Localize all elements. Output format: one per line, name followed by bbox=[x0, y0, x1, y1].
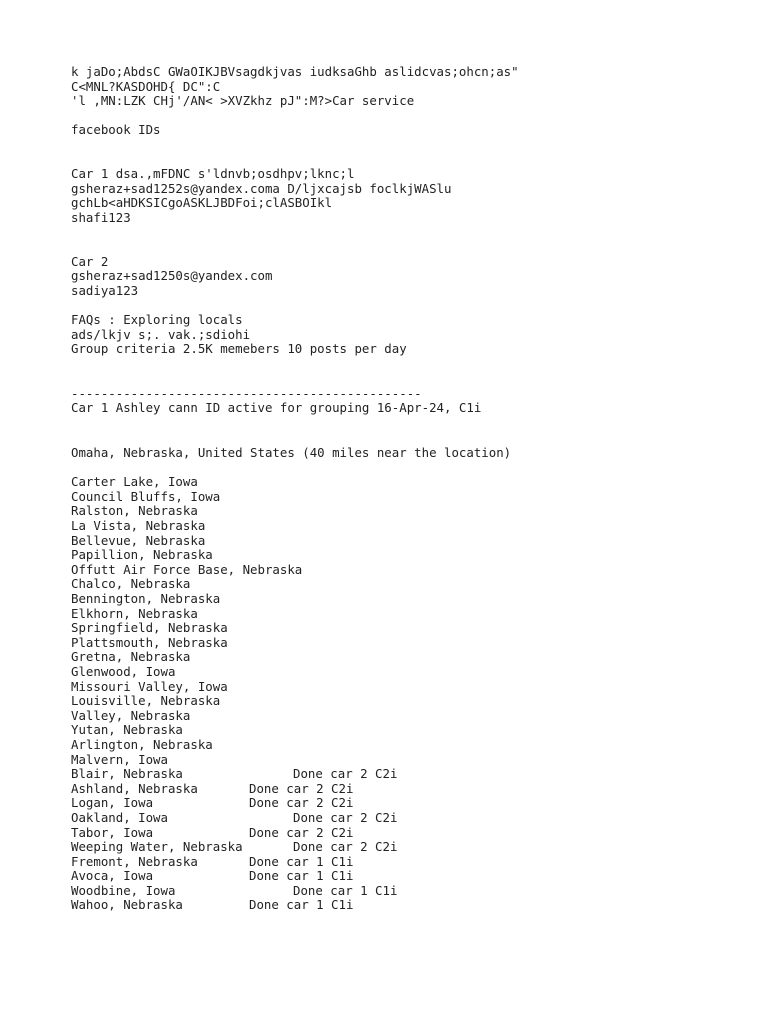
document-page bbox=[71, 65, 761, 913]
done-row bbox=[71, 811, 761, 826]
done-row-place: Oakland, Iowa bbox=[71, 809, 168, 825]
done-row-status: Done car 2 C2i bbox=[249, 824, 354, 840]
facebook-ids-heading: facebook IDs bbox=[71, 122, 161, 138]
done-row bbox=[71, 782, 761, 797]
list-item: Plattsmouth, Nebraska bbox=[71, 634, 228, 650]
faq-line: Group criteria 2.5K memebers 10 posts per day bbox=[71, 341, 407, 357]
divider: ----------------------------------------------- bbox=[71, 385, 422, 401]
header-line: C<MNL?KASDOHD{ DC":C bbox=[71, 78, 221, 94]
done-row-place: Wahoo, Nebraska bbox=[71, 897, 183, 913]
done-row-status: Done car 1 C1i bbox=[249, 868, 354, 884]
faq-line: FAQs : Exploring locals bbox=[71, 312, 243, 328]
header-line: 'l ,MN:LZK CHj'/AN< >XVZkhz pJ":M?>Car service bbox=[71, 93, 415, 109]
done-row-status: Done car 2 C2i bbox=[293, 839, 398, 855]
done-row bbox=[71, 826, 761, 841]
list-item: Louisville, Nebraska bbox=[71, 693, 221, 709]
done-row-place: Ashland, Nebraska bbox=[71, 780, 198, 796]
car2-line: Car 2 bbox=[71, 253, 109, 269]
list-item: La Vista, Nebraska bbox=[71, 518, 206, 534]
done-row-status: Done car 2 C2i bbox=[293, 766, 398, 782]
done-row-status: Done car 1 C1i bbox=[293, 882, 398, 898]
list-item: Bellevue, Nebraska bbox=[71, 532, 206, 548]
done-row-place: Tabor, Iowa bbox=[71, 824, 154, 840]
done-row bbox=[71, 840, 761, 855]
done-row-place: Fremont, Nebraska bbox=[71, 853, 198, 869]
car1-line: gchLb<aHDKSICgoASKLJBDFoi;clASBOIkl bbox=[71, 195, 333, 211]
car2-line: gsheraz+sad1250s@yandex.com bbox=[71, 268, 273, 284]
list-item: Yutan, Nebraska bbox=[71, 722, 183, 738]
done-row bbox=[71, 767, 761, 782]
list-item: Valley, Nebraska bbox=[71, 707, 191, 723]
done-row bbox=[71, 855, 761, 870]
done-row-place: Logan, Iowa bbox=[71, 795, 154, 811]
list-item: Springfield, Nebraska bbox=[71, 620, 228, 636]
faq-line: ads/lkjv s;. vak.;sdiohi bbox=[71, 326, 251, 342]
header-line: k jaDo;AbdsC GWaOIKJBVsagdkjvas iudksaGhb aslidcvas;ohcn;as" bbox=[71, 64, 519, 79]
done-row-place: Avoca, Iowa bbox=[71, 868, 154, 884]
done-row bbox=[71, 884, 761, 899]
done-row bbox=[71, 898, 761, 913]
list-item: Chalco, Nebraska bbox=[71, 576, 191, 592]
done-row-status: Done car 2 C2i bbox=[249, 780, 354, 796]
done-row-place: Blair, Nebraska bbox=[71, 766, 183, 782]
list-item: Glenwood, Iowa bbox=[71, 663, 176, 679]
car1-line: gsheraz+sad1252s@yandex.coma D/ljxcajsb foclkjWASlu bbox=[71, 180, 452, 196]
done-row-place: Weeping Water, Nebraska bbox=[71, 839, 243, 855]
done-row-status: Done car 2 C2i bbox=[293, 809, 398, 825]
car2-line: sadiya123 bbox=[71, 282, 139, 298]
list-item: Papillion, Nebraska bbox=[71, 547, 213, 563]
done-row bbox=[71, 869, 761, 884]
list-item: Missouri Valley, Iowa bbox=[71, 678, 228, 694]
done-row-place: Woodbine, Iowa bbox=[71, 882, 176, 898]
list-item: Bennington, Nebraska bbox=[71, 591, 221, 606]
list-item: Council Bluffs, Iowa bbox=[71, 488, 221, 504]
car1-line: Car 1 dsa.,mFDNC s'ldnvb;osdhpv;lknc;l bbox=[71, 166, 355, 182]
done-row-status: Done car 1 C1i bbox=[249, 853, 354, 869]
location-list bbox=[71, 475, 761, 767]
car1-line: shafi123 bbox=[71, 209, 131, 225]
location-header: Omaha, Nebraska, United States (40 miles near the location) bbox=[71, 445, 512, 461]
list-item: Arlington, Nebraska bbox=[71, 736, 213, 752]
car1-active-line: Car 1 Ashley cann ID active for grouping 16-Apr-24, C1i bbox=[71, 400, 482, 416]
list-item: Offutt Air Force Base, Nebraska bbox=[71, 561, 303, 577]
list-item: Carter Lake, Iowa bbox=[71, 474, 198, 490]
done-list bbox=[71, 767, 761, 913]
list-item: Gretna, Nebraska bbox=[71, 649, 191, 665]
done-row-status: Done car 1 C1i bbox=[249, 897, 354, 913]
done-row bbox=[71, 796, 761, 811]
list-item: Ralston, Nebraska bbox=[71, 503, 198, 519]
list-item: Elkhorn, Nebraska bbox=[71, 605, 198, 621]
list-item: Malvern, Iowa bbox=[71, 751, 168, 767]
done-row-status: Done car 2 C2i bbox=[249, 795, 354, 811]
